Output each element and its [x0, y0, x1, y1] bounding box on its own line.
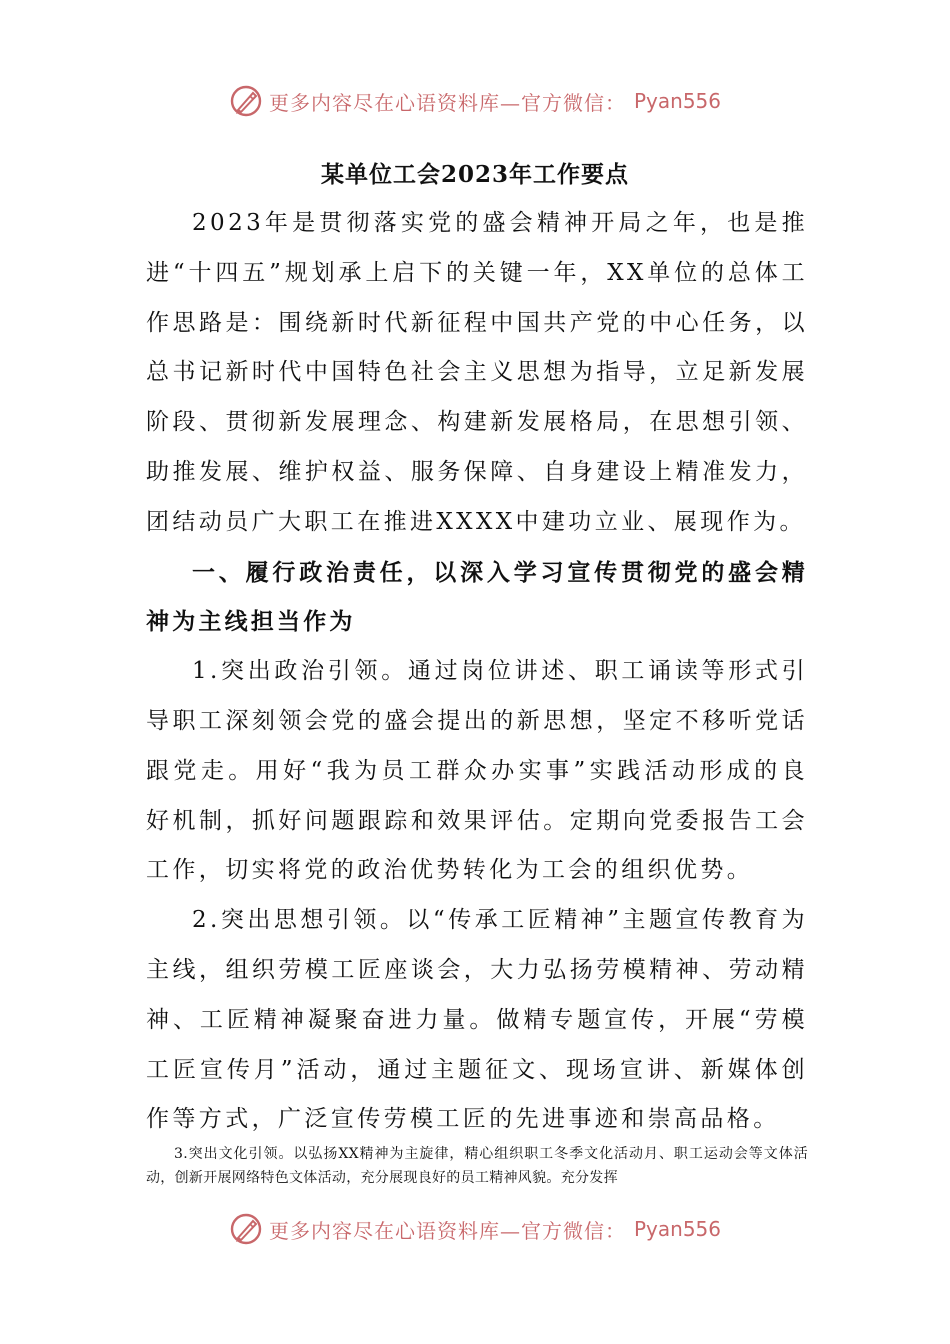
- document-body: [146, 199, 808, 1145]
- watermark-footer: [0, 1212, 950, 1246]
- watermark-header: [0, 84, 950, 118]
- intro-paragraph: 2023年是贯彻落实党的盛会精神开局之年，也是推进“十四五”规划承上启下的关键一年，XX单位的总体工作思路是：围绕新时代新征程中国共产党的中心任务，以总书记新时代中国特色社会主义思想为指导，立足新发展阶段、贯彻新发展理念、构建新发展格局，在思想引领、助推发展、维护权益、服务保障、自身建设上精准发力，团结动员广大职工在推进XXXX中建功立业、展现作为。: [146, 210, 808, 535]
- pen-logo-icon: [229, 84, 263, 118]
- paragraph-item-2: 2.突出思想引领。以“传承工匠精神”主题宣传教育为主线，组织劳模工匠座谈会，大力弘扬劳模精神、劳动精神、工匠精神凝聚奋进力量。做精专题宣传，开展“劳模工匠宣传月”活动，通过主题征文、现场宣讲、新媒体创作等方式，广泛宣传劳模工匠的先进事迹和崇高品格。: [146, 907, 808, 1133]
- document-title: 某单位工会2023年工作要点: [320, 161, 629, 188]
- watermark-wechat-id: Pyan556: [633, 1217, 721, 1241]
- watermark-text: 更多内容尽在心语资料库—官方微信：: [268, 90, 626, 115]
- watermark-wechat-id: Pyan556: [633, 89, 721, 113]
- paragraph-item-3: 3.突出文化引领。以弘扬XX精神为主旋律，精心组织职工冬季文化活动月、职工运动会等文体活动，创新开展网络特色文体活动，充分展现良好的员工精神风貌。充分发挥: [146, 1146, 808, 1186]
- paragraph-item-1: 1.突出政治引领。通过岗位讲述、职工诵读等形式引导职工深刻领会党的盛会提出的新思想，坚定不移听党话跟党走。用好“我为员工群众办实事”实践活动形成的良好机制，抓好问题跟踪和效果评估。定期向党委报告工会工作，切实将党的政治优势转化为工会的组织优势。: [146, 658, 808, 884]
- pen-logo-icon: [229, 1212, 263, 1246]
- section-heading-1: 一、履行政治责任，以深入学习宣传贯彻党的盛会精神为主线担当作为: [146, 558, 808, 636]
- watermark-text: 更多内容尽在心语资料库—官方微信：: [268, 1218, 626, 1243]
